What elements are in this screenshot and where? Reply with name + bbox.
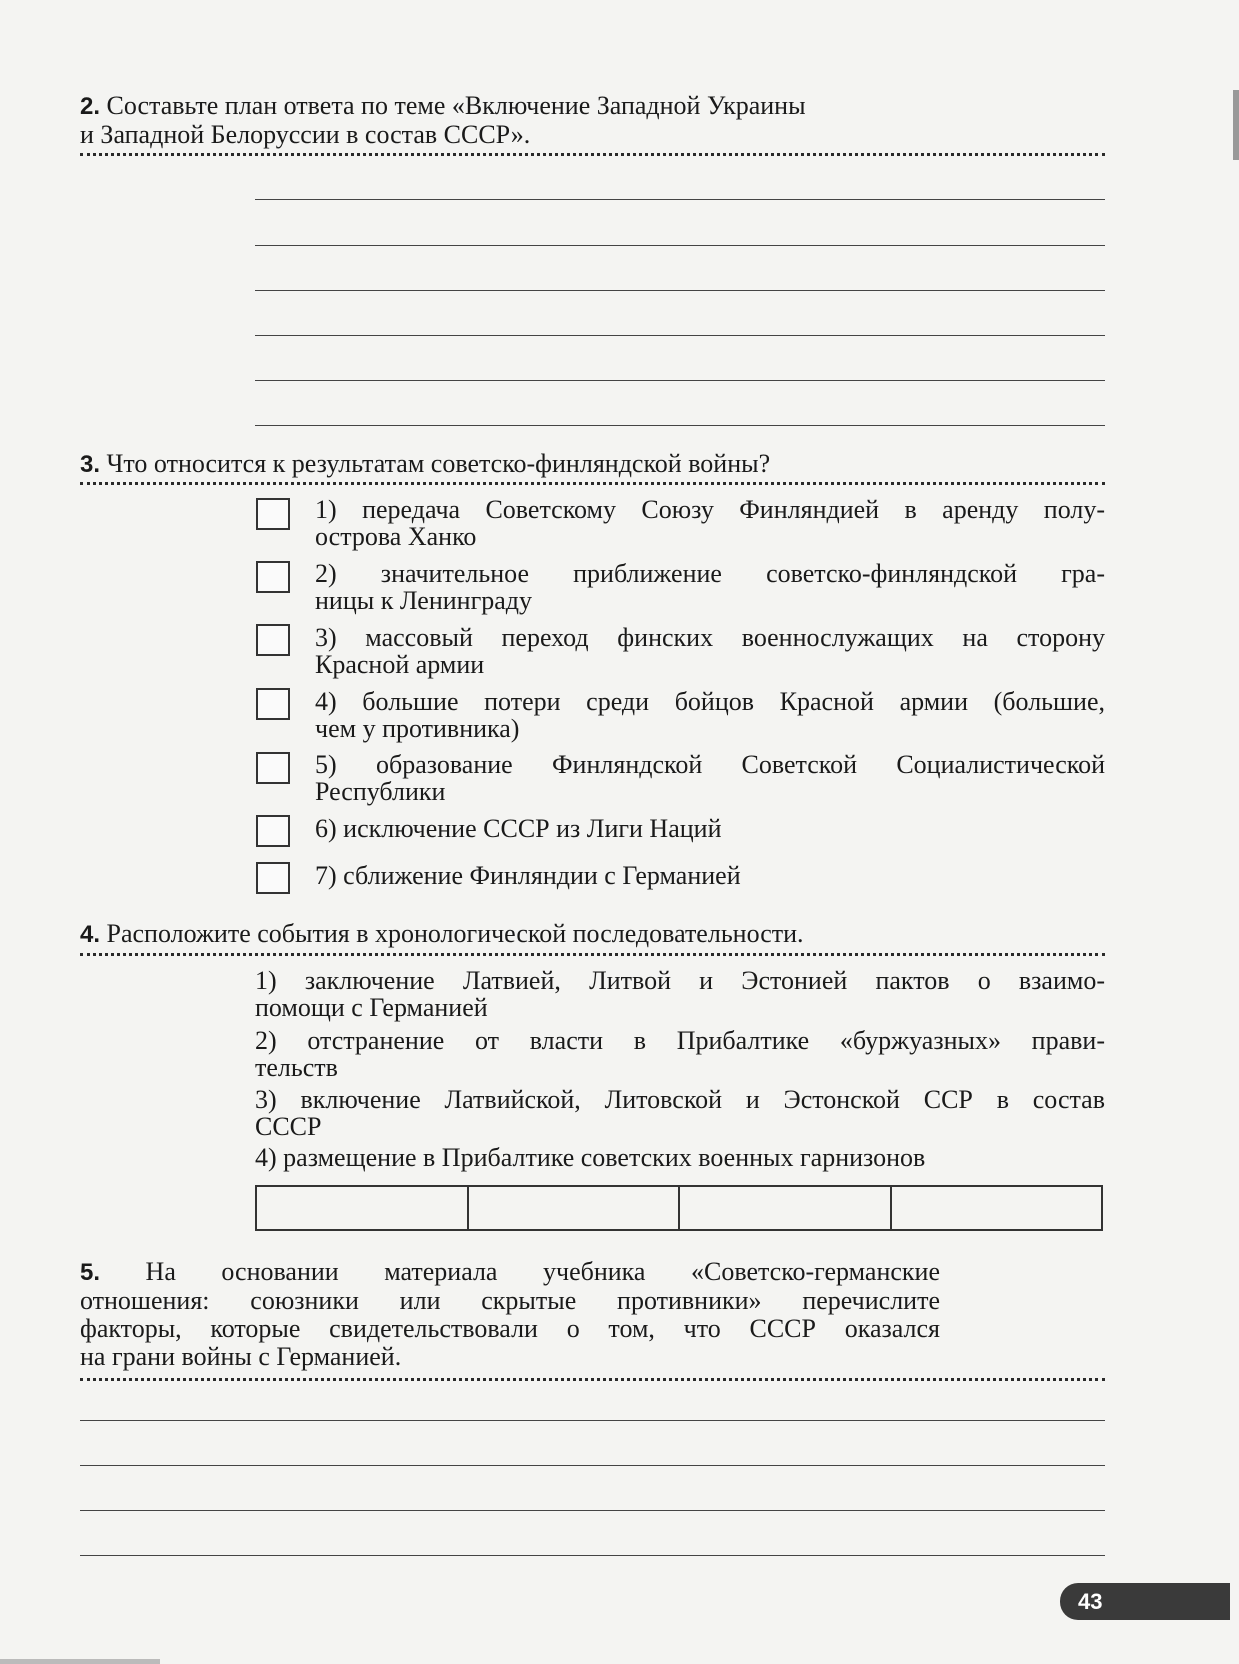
page-edge-mark xyxy=(0,1659,160,1664)
question-5 xyxy=(80,1258,940,1371)
option-7 xyxy=(315,862,1105,889)
question-2-number: 2. xyxy=(80,93,101,120)
option-4-line1: 4) большие потери среди бойцов Красной армии (большие, xyxy=(315,687,1105,716)
sequence-answer-table xyxy=(255,1185,1103,1231)
option-6 xyxy=(315,815,1105,842)
answer-line[interactable] xyxy=(80,1465,1105,1466)
option-1-line2: острова Ханко xyxy=(315,522,477,551)
option-1-line1: 1) передача Советскому Союзу Финляндией в аренду полу- xyxy=(315,495,1105,524)
question-5-line4: на грани войны с Германией. xyxy=(80,1342,402,1371)
question-5-line1 xyxy=(80,1258,940,1287)
event-1-line1: 1) заключение Латвией, Литвой и Эстонией пактов о взаимо- xyxy=(255,966,1105,995)
checkbox-option-6[interactable] xyxy=(256,815,290,847)
sequence-answer-cell[interactable] xyxy=(469,1187,681,1229)
question-3-number: 3. xyxy=(80,451,101,478)
checkbox-option-1[interactable] xyxy=(256,498,290,530)
option-5-line2: Республики xyxy=(315,777,446,806)
answer-line[interactable] xyxy=(255,199,1105,200)
option-4 xyxy=(315,688,1105,742)
checkbox-option-2[interactable] xyxy=(256,561,290,593)
answer-line[interactable] xyxy=(255,290,1105,291)
answer-line[interactable] xyxy=(80,1420,1105,1421)
option-4-line2: чем у противника) xyxy=(315,714,520,743)
question-5-dotted-rule xyxy=(80,1378,1105,1381)
question-2-dotted-rule xyxy=(80,153,1105,156)
event-1 xyxy=(255,967,1105,1021)
event-3-line2: СССР xyxy=(255,1112,322,1141)
sequence-answer-cell[interactable] xyxy=(892,1187,1102,1229)
option-3-line2: Красной армии xyxy=(315,650,485,679)
option-1 xyxy=(315,496,1105,550)
checkbox-option-4[interactable] xyxy=(256,688,290,720)
option-3-line1: 3) массовый переход финских военнослужащих на сторону xyxy=(315,623,1105,652)
question-2 xyxy=(80,92,940,149)
question-4-dotted-rule xyxy=(80,953,1105,956)
answer-line[interactable] xyxy=(255,425,1105,426)
answer-line[interactable] xyxy=(255,380,1105,381)
page-number: 43 xyxy=(1060,1583,1230,1620)
question-4-number: 4. xyxy=(80,921,101,948)
answer-line[interactable] xyxy=(80,1510,1105,1511)
answer-line[interactable] xyxy=(255,245,1105,246)
event-3-line1: 3) включение Латвийской, Литовской и Эстонской ССР в состав xyxy=(255,1085,1105,1114)
option-5-line1: 5) образование Финляндской Советской Социалистической xyxy=(315,750,1105,779)
page-edge-mark xyxy=(1233,90,1239,160)
question-4-text: Расположите события в хронологической последовательности. xyxy=(106,919,804,948)
question-3-text: Что относится к результатам советско-финляндской войны? xyxy=(106,449,771,478)
event-2-line1: 2) отстранение от власти в Прибалтике «буржуазных» прави- xyxy=(255,1026,1105,1055)
checkbox-option-5[interactable] xyxy=(256,752,290,784)
checkbox-option-7[interactable] xyxy=(256,862,290,894)
event-1-line2: помощи с Германией xyxy=(255,993,488,1022)
question-2-line2: и Западной Белоруссии в состав СССР». xyxy=(80,120,531,149)
question-2-text: Составьте план ответа по теме «Включение Западной Украины xyxy=(106,91,806,120)
option-3 xyxy=(315,624,1105,678)
event-3 xyxy=(255,1086,1105,1140)
event-2 xyxy=(255,1027,1105,1081)
event-4-line1: 4) размещение в Прибалтике советских военных гарнизонов xyxy=(255,1143,926,1172)
option-2 xyxy=(315,560,1105,614)
option-2-line1: 2) значительное приближение советско-финляндской гра- xyxy=(315,559,1105,588)
sequence-answer-cell[interactable] xyxy=(257,1187,469,1229)
option-6-line1: 6) исключение СССР из Лиги Наций xyxy=(315,814,722,843)
option-2-line2: ницы к Ленинграду xyxy=(315,586,533,615)
question-3-dotted-rule xyxy=(80,482,1105,485)
option-5 xyxy=(315,751,1105,805)
question-5-line3: факторы, которые свидетельствовали о том, что СССР оказался xyxy=(80,1314,940,1343)
option-7-line1: 7) сближение Финляндии с Германией xyxy=(315,861,741,890)
checkbox-option-3[interactable] xyxy=(256,624,290,656)
event-2-line2: тельств xyxy=(255,1053,338,1082)
question-5-line2: отношения: союзники или скрытые противники» перечислите xyxy=(80,1286,940,1315)
question-2-line1 xyxy=(80,92,940,121)
question-5-number: 5. xyxy=(80,1259,101,1286)
answer-line[interactable] xyxy=(255,335,1105,336)
question-4 xyxy=(80,920,1080,949)
question-3 xyxy=(80,450,1080,479)
question-5-text: На основании материала учебника «Советско-германские xyxy=(145,1257,940,1286)
answer-line[interactable] xyxy=(80,1555,1105,1556)
sequence-answer-cell[interactable] xyxy=(680,1187,892,1229)
event-4 xyxy=(255,1144,1105,1171)
